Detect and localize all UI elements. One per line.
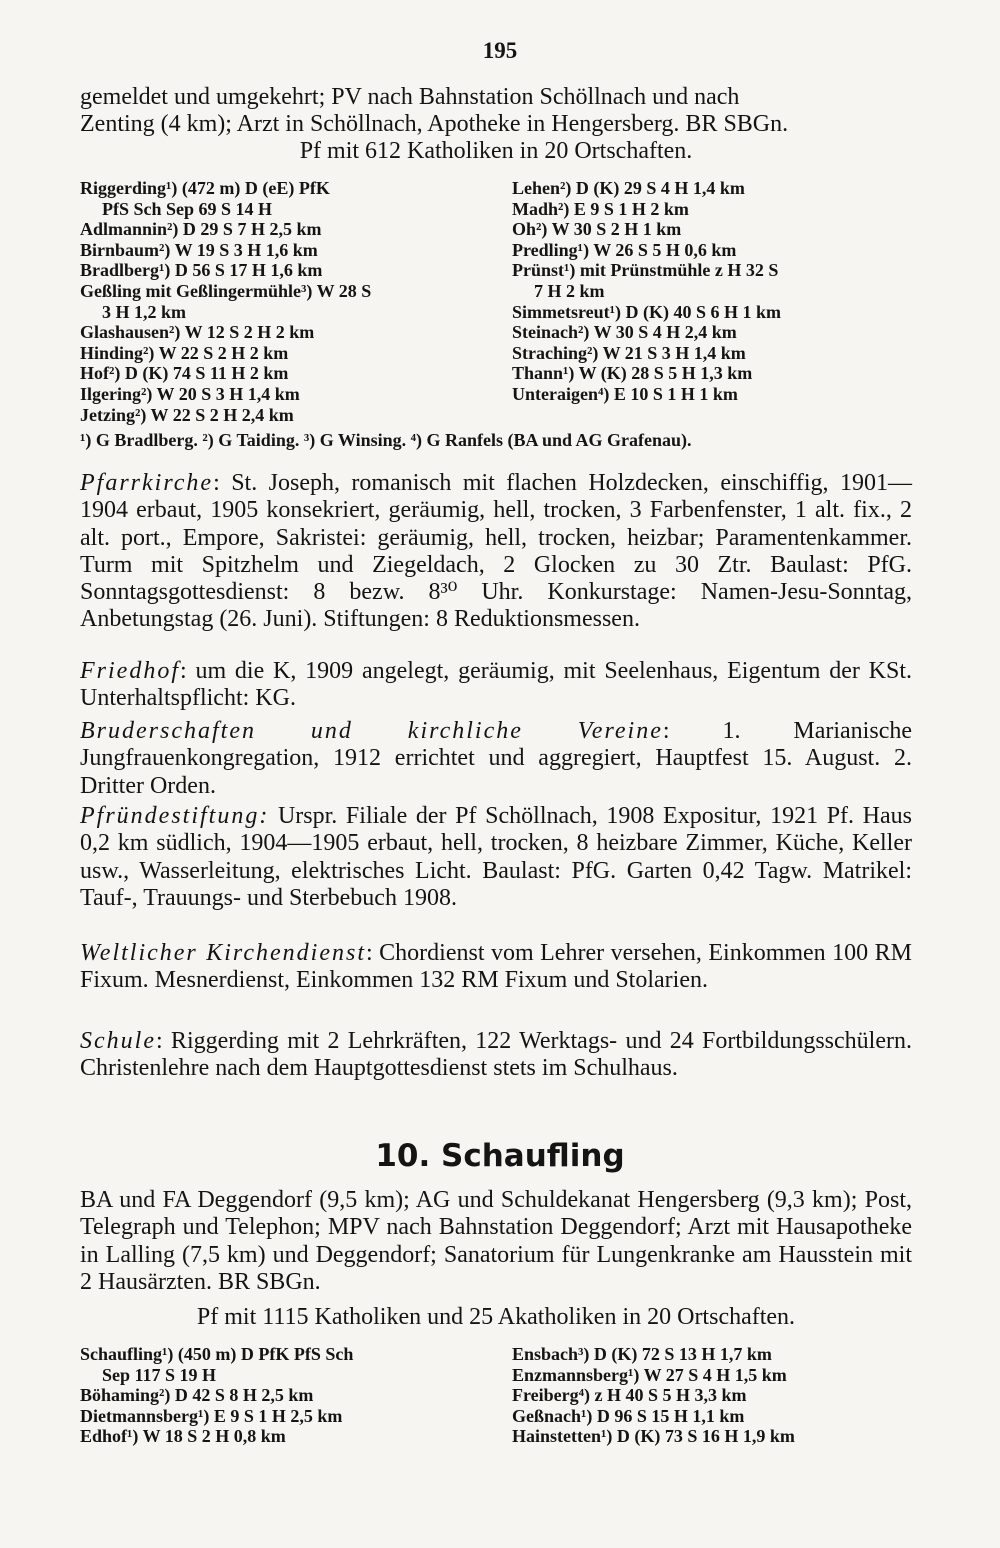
place-entry: Geßling mit Geßlingermühle³) W 28 S [80, 280, 372, 301]
section-lead: Pfarrkirche [80, 470, 214, 496]
places-right-column [512, 178, 781, 405]
schaufling-intro: BA und FA Deggendorf (9,5 km); AG und Schuldekanat Hengersberg (9,3 km); Post, Telegraph und Telephon; MPV nach Bahnstation Deggendorf; Arzt mit Hausapotheke in Lalling (7,5 km) und Deggendorf; Sanatorium für Lungenkranke am Hausstein mit 2 Hausärzten. BR SBGn. [80, 1187, 912, 1295]
place-entry: Ensbach³) D (K) 72 S 13 H 1,7 km [512, 1344, 772, 1364]
section-text: : 1. Marianische Jungfrauenkongregation, 1912 errichtet und aggregiert, Hauptfest 15. August. 2. Dritter Orden. [80, 718, 912, 799]
page-number: 195 [482, 38, 518, 63]
intro-block [80, 84, 912, 165]
intro-line-2: Zenting (4 km); Arzt in Schöllnach, Apotheke in Hengersberg. BR SBGn. [80, 111, 789, 137]
place-entry: Predling¹) W 26 S 5 H 0,6 km [512, 239, 737, 260]
section-lead: Pfründestiftung: [80, 803, 270, 829]
schaufling-summary: Pf mit 1115 Katholiken und 25 Akatholiken in 20 Ortschaften. [196, 1304, 796, 1330]
section-lead: Weltlicher Kirchendienst [80, 940, 367, 966]
place-entry: Ilgering²) W 20 S 3 H 1,4 km [80, 383, 300, 404]
place-entry: Freiberg⁴) z H 40 S 5 H 3,3 km [512, 1385, 747, 1406]
place-entry: Simmetsreut¹) D (K) 40 S 6 H 1 km [512, 301, 782, 322]
section-weltlicher-kirchendienst [80, 940, 912, 995]
place-entry: Madh²) E 9 S 1 H 2 km [512, 198, 689, 219]
place-entry: Adlmannin²) D 29 S 7 H 2,5 km [80, 219, 322, 240]
place-entry: Dietmannsberg¹) E 9 S 1 H 2,5 km [80, 1405, 343, 1426]
place-entry: Glashausen²) W 12 S 2 H 2 km [80, 322, 315, 343]
schaufling-left-column [80, 1344, 353, 1447]
parish-summary: Pf mit 612 Katholiken in 20 Ortschaften. [299, 138, 693, 164]
section-text: : um die K, 1909 angelegt, geräumig, mit Seelenhaus, Eigentum der KSt. Unterhaltspflicht: KG. [80, 658, 912, 712]
section-text: : St. Joseph, romanisch mit flachen Holzdecken, einschiffig, 1901—1904 erbaut, 1905 konsekriert, geräumig, hell, trocken, 3 Farbenfenster, 1 alt. fix., 2 alt. port., Empore, Sakristei: geräumig, hell, trocken, heizbar; Paramentenkammer. Turm mit Spitzhelm und Ziegeldach, 2 Glocken zu 30 Ztr. Baulast: PfG. Sonntagsgottesdienst: 8 bezw. 8³⁰ Uhr. Konkurstage: Namen-Jesu-Sonntag, Anbetungstag (26. Juni). Stiftungen: 8 Reduktionsmessen. [80, 470, 912, 633]
place-entry: Böhaming²) D 42 S 8 H 2,5 km [80, 1385, 314, 1406]
section-text: : Chordienst vom Lehrer versehen, Einkommen 100 RM Fixum. Mesnerdienst, Einkommen 132 RM Fixum und Stolarien. [80, 940, 912, 994]
section-lead: Friedhof [80, 658, 180, 684]
section-pfruendestiftung [80, 803, 912, 912]
place-entry: Prünst¹) mit Prünstmühle z H 32 S [512, 260, 779, 281]
place-entry: Riggerding¹) (472 m) D (eE) PfK [80, 178, 330, 198]
place-entry: Birnbaum²) W 19 S 3 H 1,6 km [80, 239, 318, 260]
place-entry: Unteraigen⁴) E 10 S 1 H 1 km [512, 383, 738, 404]
place-entry: Geßnach¹) D 96 S 15 H 1,1 km [512, 1405, 745, 1426]
schaufling-right-column [512, 1344, 795, 1447]
footnote: ¹) G Bradlberg. ²) G Taiding. ³) G Winsing. ⁴) G Ranfels (BA und AG Grafenau). [80, 430, 692, 450]
section-text: : Riggerding mit 2 Lehrkräften, 122 Werktags- und 24 Fortbildungsschülern. Christenlehre nach dem Hauptgottesdienst stets im Schulhaus. [80, 1028, 912, 1082]
place-entry: Oh²) W 30 S 2 H 1 km [512, 219, 682, 240]
place-entry: 7 H 2 km [534, 280, 605, 301]
place-entry: Schaufling¹) (450 m) D PfK PfS Sch [80, 1344, 354, 1364]
section-pfarrkirche [80, 470, 912, 634]
place-entry: Thann¹) W (K) 28 S 5 H 1,3 km [512, 363, 753, 384]
place-entry: Enzmannsberg¹) W 27 S 4 H 1,5 km [512, 1364, 787, 1385]
section-bruderschaften [80, 718, 912, 800]
place-entry: Bradlberg¹) D 56 S 17 H 1,6 km [80, 260, 323, 281]
intro-line-1: gemeldet und umgekehrt; PV nach Bahnstation Schöllnach und nach [80, 84, 740, 110]
place-entry: Steinach²) W 30 S 4 H 2,4 km [512, 322, 737, 343]
place-entry: Hinding²) W 22 S 2 H 2 km [80, 342, 289, 363]
place-entry: Jetzing²) W 22 S 2 H 2,4 km [80, 404, 294, 425]
place-entry: Straching²) W 21 S 3 H 1,4 km [512, 342, 746, 363]
section-schule [80, 1028, 912, 1083]
place-entry: Sep 117 S 19 H [102, 1364, 217, 1385]
section-lead: Bruderschaften und kirchliche Vereine [80, 718, 663, 744]
places-left-column [80, 178, 371, 425]
section-text: Urspr. Filiale der Pf Schöllnach, 1908 Expositur, 1921 Pf. Haus 0,2 km südlich, 1904—1905 erbaut, hell, trocken, 8 heizbare Zimmer, Küche, Keller usw., Wasserleitung, elektrisches Licht. Baulast: PfG. Garten 0,42 Tagw. Matrikel: Tauf-, Trauungs- und Sterbebuch 1908. [80, 803, 912, 911]
parish-heading: 10. Schaufling [375, 1138, 625, 1174]
place-entry: 3 H 1,2 km [102, 301, 187, 322]
section-friedhof [80, 658, 912, 713]
place-entry: Edhof¹) W 18 S 2 H 0,8 km [80, 1426, 286, 1447]
place-entry: Lehen²) D (K) 29 S 4 H 1,4 km [512, 178, 745, 198]
place-entry: Hainstetten¹) D (K) 73 S 16 H 1,9 km [512, 1426, 795, 1447]
place-entry: Hof²) D (K) 74 S 11 H 2 km [80, 363, 289, 384]
place-entry: PfS Sch Sep 69 S 14 H [102, 198, 273, 219]
section-lead: Schule [80, 1028, 156, 1054]
